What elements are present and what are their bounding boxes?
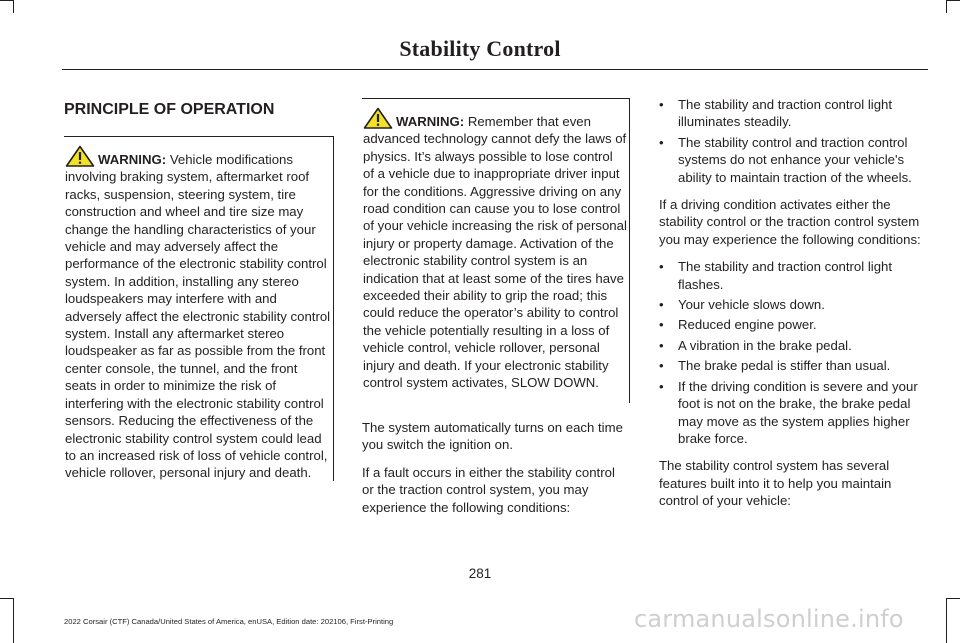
crop-mark [13,598,14,643]
edition-footer: 2022 Corsair (CTF) Canada/United States of America, enUSA, Edition date: 202106, First-Printing [64,617,394,626]
paragraph-activation: If a driving condition activates either the stability control or the traction control system you may experience the following conditions: [659,197,921,247]
crop-mark [947,0,960,1]
header-divider [62,69,928,70]
page-number: 281 [468,566,492,581]
column-1 [64,96,334,481]
paragraph-fault: If a fault occurs in either the stability control or the traction control system, you may experience the following conditions: [362,464,615,515]
column-2 [362,96,630,526]
warning-label: WARNING: [98,152,167,167]
paragraph-features: The stability control system has several features built into it to help you maintain control of your vehicle: [659,458,892,509]
warning-label: WARNING: [396,114,465,129]
list-item: • The brake pedal is stiffer than usual. [659,357,927,374]
list-item: • If the driving condition is severe and your foot is not on the brake, the brake pedal may move as the system applies higher brake force. [659,378,927,448]
crop-mark [946,598,947,643]
crop-mark [13,0,14,13]
list-item: • The stability and traction control light flashes. [659,258,927,293]
fault-conditions-list [659,96,927,186]
list-item: • The stability and traction control light illuminates steadily. [659,96,927,131]
list-item: • Reduced engine power. [659,316,927,333]
paragraph-auto-on: The system automatically turns on each time you switch the ignition on. [362,420,623,453]
crop-mark [0,0,13,1]
list-item: • The stability control and traction control systems do not enhance your vehicle's ability to maintain traction of the wheels. [659,134,927,186]
column-3 [659,96,927,520]
crop-mark [947,598,960,599]
section-heading: PRINCIPLE OF OPERATION [64,101,275,118]
crop-mark [0,598,13,599]
crop-mark [946,0,947,13]
watermark: carmanualsonline.info [634,605,904,633]
warning-triangle-icon [65,145,95,167]
list-item: • A vibration in the brake pedal. [659,337,927,354]
list-item: • Your vehicle slows down. [659,296,927,313]
page-title: Stability Control [399,36,561,61]
activation-conditions-list [659,258,927,447]
warning-box-physics [362,98,630,403]
warning-text: Vehicle modifications involving braking system, aftermarket roof racks, suspension, steering system, tire construction and wheel and tire size may change the handling characteristics of your vehicle and may adversely affect the performance of the electronic stability control system. In addition, installing any stereo loudspeakers may interfere with and adversely affect the electronic stability control system. Install any aftermarket stereo loudspeaker as far as possible from the front center console, the tunnel, and the front seats in order to minimize the risk of interfering with the electronic stability control sensors. Reducing the effectiveness of the electronic stability control system could lead to an increased risk of loss of vehicle control, vehicle rollover, personal injury and death. [65,152,331,481]
warning-triangle-icon [363,107,393,129]
warning-text: Remember that even advanced technology cannot defy the laws of physics. It’s always possible to lose control of a vehicle due to inappropriate driver input for the conditions. Aggressive driving on any road condition can cause you to lose control of your vehicle increasing the risk of personal injury or property damage. Activation of the electronic stability control system is an indication that at least some of the tires have exceeded their ability to grip the road; this could reduce the operator’s ability to control the vehicle potentially resulting in a loss of vehicle control, vehicle rollover, personal injury and death. If your electronic stability control system activates, SLOW DOWN. [363,114,627,391]
warning-box-modifications [64,136,334,481]
